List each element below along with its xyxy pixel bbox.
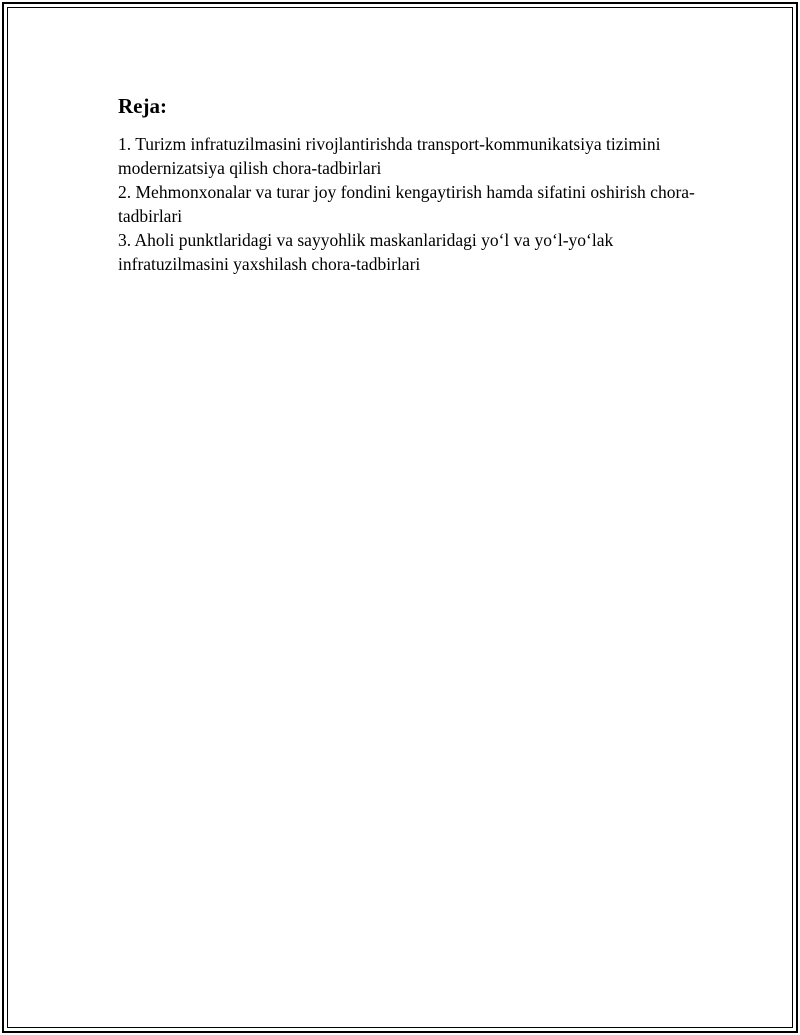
plan-item-1 <box>118 132 698 180</box>
plan-item-number: 1. <box>118 134 132 154</box>
plan-item-3 <box>118 228 698 276</box>
page-title: Reja: <box>118 94 167 118</box>
plan-item-number: 3. <box>118 230 132 250</box>
plan-item-text: Turizm infratuzilmasini rivojlantirishda transport-kommunikatsiya tizimini modernizatsiya qilish chora-tadbirlari <box>118 134 661 178</box>
plan-item-text: Mehmonxonalar va turar joy fondini kengaytirish hamda sifatini oshirish chora-tadbirlari <box>118 182 695 226</box>
plan-item-text: Aholi punktlaridagi va sayyohlik maskanlaridagi yo‘l va yo‘l-yo‘lak infratuzilmasini yaxshilash chora-tadbirlari <box>118 230 614 274</box>
plan-item-2 <box>118 180 698 228</box>
document-body <box>118 92 698 276</box>
plan-item-number: 2. <box>118 182 132 202</box>
plan-list <box>118 132 698 276</box>
